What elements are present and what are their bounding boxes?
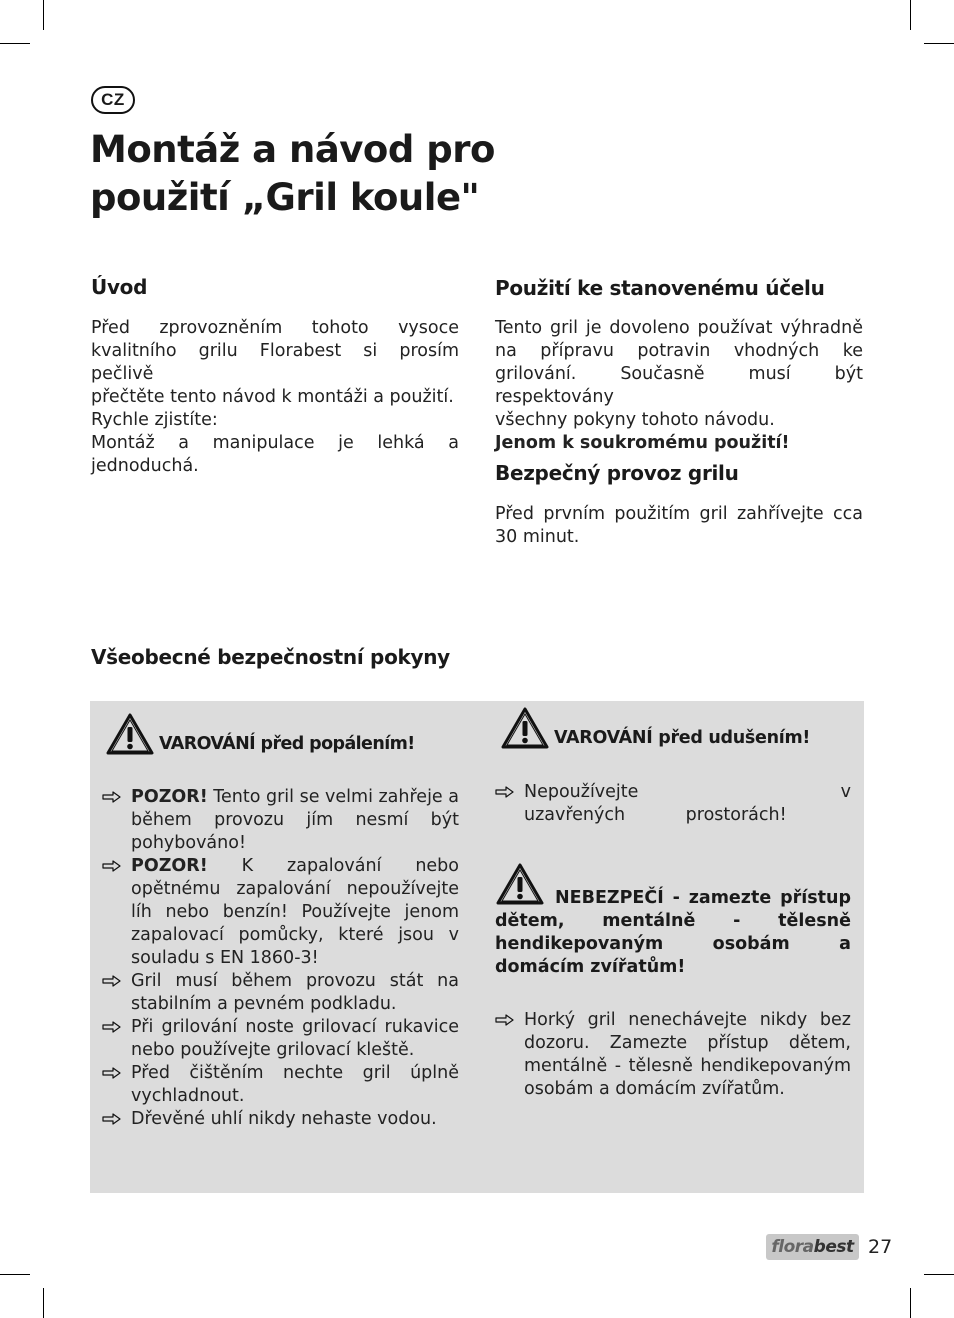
crop-mark (910, 0, 911, 30)
intended-use-paragraph (495, 317, 863, 455)
safe-operation-line: Před prvním použitím gril zahřívejte cca (495, 504, 863, 524)
list-item-text: Při grilování noste grilovací rukavice nebo používejte grilovací kleště. (131, 1017, 459, 1060)
list-item-text: Tento gril se velmi zahřeje a během provozu jím nesmí být pohybováno! (131, 787, 459, 853)
safe-operation-paragraph (495, 503, 863, 549)
intro-line: Rychle zjistíte: (91, 410, 218, 430)
intended-use-heading: Použití ke stanovenému účelu (495, 276, 825, 300)
arrow-right-icon (102, 1067, 122, 1079)
crop-mark (910, 1288, 911, 1318)
list-item-text: Gril musí během provozu stát na stabilním a pevném podkladu. (131, 971, 459, 1014)
crop-mark (924, 1274, 954, 1275)
arrow-right-icon (495, 786, 515, 798)
list-item (495, 781, 851, 827)
logo-text-best: best (813, 1237, 854, 1257)
danger-list (495, 1009, 851, 1101)
burn-warning-heading (105, 710, 415, 756)
crop-mark (0, 1274, 30, 1275)
crop-mark (0, 43, 30, 44)
intended-use-line: na přípravu potravin vhodných ke (495, 341, 863, 361)
list-item-text: Nepoužívejte v uzavřených prostorách! (524, 782, 851, 825)
burn-warning-title: VAROVÁNÍ před popálením! (159, 734, 415, 754)
warning-triangle-icon (495, 862, 545, 906)
florabest-logo (766, 1234, 859, 1260)
page-title-line-2: použití „Gril koule" (90, 176, 480, 219)
intro-line: přečtěte tento návod k montáži a použití. (91, 387, 454, 407)
list-item-text: K zapalování nebo opětnému zapalování nepoužívejte líh nebo benzín! Používejte jenom zapalovací pomůcky, které jsou v souladu s EN 1860-3! (131, 856, 459, 968)
list-item (102, 1016, 459, 1062)
caution-label: POZOR! (131, 856, 208, 876)
private-use-note: Jenom k soukromému použití! (495, 433, 790, 453)
intended-use-line: všechny pokyny tohoto návodu. (495, 410, 775, 430)
safe-operation-heading: Bezpečný provoz grilu (495, 461, 739, 485)
arrow-right-icon (102, 860, 122, 872)
intro-paragraph (91, 317, 459, 478)
arrow-right-icon (102, 1113, 122, 1125)
caution-label: POZOR! (131, 787, 208, 807)
safe-operation-line: 30 minut. (495, 527, 580, 547)
list-item (102, 970, 459, 1016)
burn-warning-list (102, 786, 459, 1131)
arrow-right-icon (102, 975, 122, 987)
intended-use-line: grilování. Současně musí být respektovány (495, 364, 863, 407)
language-badge: CZ (91, 86, 135, 114)
intro-line: jednoduchá. (91, 456, 199, 476)
intro-line: kvalitního grilu Florabest si prosím pečlivě (91, 341, 459, 384)
list-item (102, 1108, 459, 1131)
warning-triangle-icon (500, 706, 550, 750)
crop-mark (43, 1288, 44, 1318)
crop-mark (43, 0, 44, 30)
list-item (102, 786, 459, 855)
arrow-right-icon (102, 791, 122, 803)
page-number: 27 (868, 1236, 893, 1258)
suffocation-warning-title: VAROVÁNÍ před udušením! (554, 728, 811, 748)
list-item (495, 1009, 851, 1101)
arrow-right-icon (102, 1021, 122, 1033)
crop-mark (924, 43, 954, 44)
arrow-right-icon (495, 1014, 515, 1026)
list-item (102, 855, 459, 970)
intro-heading: Úvod (91, 275, 148, 299)
intended-use-line: Tento gril je dovoleno používat výhradně (495, 318, 863, 338)
general-safety-heading: Všeobecné bezpečnostní pokyny (91, 645, 450, 669)
list-item-text: Před čištěním nechte gril úplně vychladnout. (131, 1063, 459, 1106)
list-item (102, 1062, 459, 1108)
intro-line: Před zprovozněním tohoto vysoce (91, 318, 459, 338)
logo-text-flora: flora (771, 1237, 814, 1257)
suffocation-warning-list (495, 781, 851, 827)
danger-notice (495, 862, 851, 979)
warning-triangle-icon (105, 712, 155, 756)
list-item-text: Horký gril nenechávejte nikdy bez dozoru. Zamezte přístup dětem, mentálně - tělesně hendikepovaným osobám a domácím zvířatům. (524, 1010, 851, 1099)
page-title (90, 126, 570, 222)
page-title-line-1: Montáž a návod pro (90, 128, 495, 171)
list-item-text: Dřevěné uhlí nikdy nehaste vodou. (131, 1109, 437, 1129)
suffocation-warning-heading (500, 704, 810, 750)
danger-text: NEBEZPEČÍ - zamezte přístup dětem, mentálně - tělesně hendikepovaným osobám a domácím zvířatům! (495, 888, 851, 977)
intro-line: Montáž a manipulace je lehká a (91, 433, 459, 453)
